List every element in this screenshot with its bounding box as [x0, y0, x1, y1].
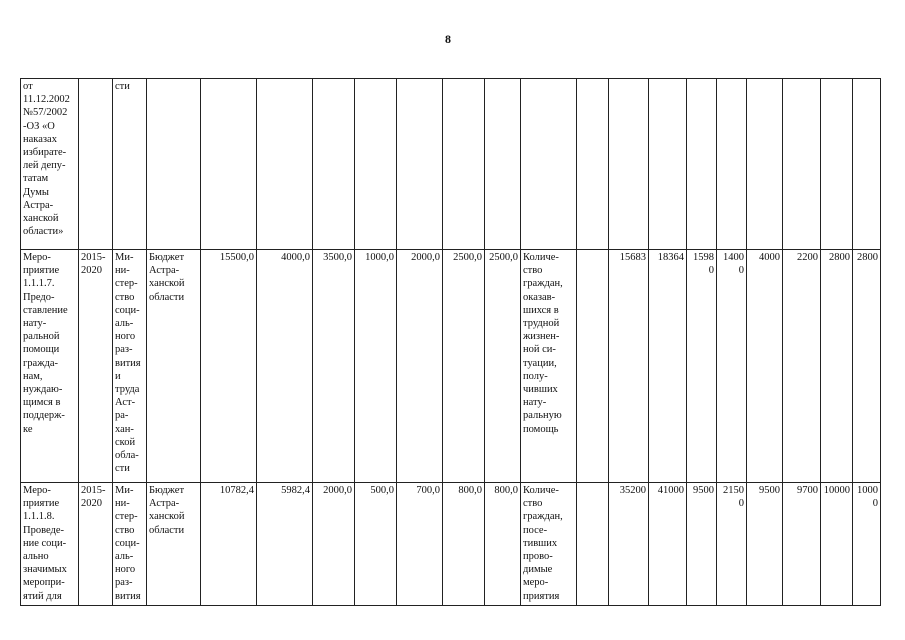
indicator-2016-cell-text: 15980	[693, 252, 714, 277]
funding-2015-cell	[257, 483, 313, 606]
measure-name-cell-text: Меро- приятие 1.1.1.7. Предо- ставление нату- ральной помощи гражда- нам, нуждаю- щимся в поддерж- ке	[23, 252, 68, 435]
funding-total-cell-text: 10782,4	[219, 485, 254, 496]
funding-2015-cell	[257, 79, 313, 250]
funding-source-cell	[147, 79, 201, 250]
measure-name-cell	[21, 250, 79, 483]
indicator-cell	[521, 483, 577, 606]
indicator-2018-cell	[747, 250, 783, 483]
indicator-2017-cell-text: 14000	[723, 252, 744, 277]
indicator-2017-cell-text: 21500	[723, 485, 744, 510]
indicator-base-cell-text: 35200	[619, 485, 646, 496]
indicator-2016-cell	[687, 79, 717, 250]
period-cell-text: 2015- 2020	[81, 252, 106, 277]
funding-source-cell-text: Бюджет Астра- ханской области	[149, 252, 185, 303]
page-number: 8	[445, 32, 451, 46]
executor-cell-text: Ми- ни- стер- ство соци- аль- ного раз- вития и труда Аст- ра- хан- ской обла- сти	[115, 252, 141, 475]
indicator-2020a-cell	[821, 250, 853, 483]
funding-2016-cell	[313, 79, 355, 250]
indicator-2016-cell	[687, 483, 717, 606]
funding-2015-cell-text: 4000,0	[281, 252, 310, 263]
unit-cell	[577, 250, 609, 483]
measure-name-cell-text: Меро- приятие 1.1.1.8. Проведе- ние соци- ально значимых меропри- ятий для	[23, 485, 67, 602]
funding-2020-cell	[485, 79, 521, 250]
indicator-2017-cell	[717, 250, 747, 483]
table-row	[21, 79, 881, 250]
indicator-2020a-cell	[821, 79, 853, 250]
indicator-2016-cell	[687, 250, 717, 483]
funding-2020-cell-text: 2500,0	[489, 252, 518, 263]
indicator-2018-cell	[747, 79, 783, 250]
unit-cell	[577, 79, 609, 250]
executor-cell	[113, 79, 147, 250]
indicator-2020a-cell-text: 2800	[829, 252, 850, 263]
indicator-2020a-cell-text: 10000	[823, 485, 850, 496]
executor-cell-text: сти	[115, 81, 130, 92]
table-row	[21, 250, 881, 483]
funding-2017-cell-text: 1000,0	[365, 252, 394, 263]
funding-total-cell	[201, 483, 257, 606]
indicator-2016-cell-text: 9500	[693, 485, 714, 496]
indicator-2015-cell-text: 41000	[657, 485, 684, 496]
table-row	[21, 483, 881, 606]
funding-total-cell	[201, 79, 257, 250]
funding-2018-cell-text: 700,0	[416, 485, 440, 496]
measure-name-cell	[21, 79, 79, 250]
funding-2019-cell-text: 2500,0	[453, 252, 482, 263]
funding-2015-cell-text: 5982,4	[281, 485, 310, 496]
indicator-2019-cell	[783, 483, 821, 606]
funding-2019-cell	[443, 79, 485, 250]
funding-2020-cell	[485, 250, 521, 483]
indicator-2020b-cell	[853, 483, 881, 606]
indicator-cell-text: Количе- ство граждан, оказав- шихся в трудной жизнен- ной си- туации, полу- чивших нату- ральную помощь	[523, 252, 563, 435]
unit-cell	[577, 483, 609, 606]
indicator-cell	[521, 250, 577, 483]
funding-2019-cell	[443, 483, 485, 606]
program-table	[20, 78, 881, 606]
indicator-2015-cell	[649, 483, 687, 606]
executor-cell-text: Ми- ни- стер- ство соци- аль- ного раз- вития	[115, 485, 141, 602]
indicator-2015-cell-text: 18364	[657, 252, 684, 263]
indicator-2015-cell	[649, 250, 687, 483]
indicator-2019-cell	[783, 79, 821, 250]
funding-2016-cell-text: 2000,0	[323, 485, 352, 496]
indicator-2020a-cell	[821, 483, 853, 606]
funding-source-cell-text: Бюджет Астра- ханской области	[149, 485, 185, 536]
indicator-base-cell-text: 15683	[619, 252, 646, 263]
executor-cell	[113, 250, 147, 483]
indicator-2015-cell	[649, 79, 687, 250]
period-cell	[79, 79, 113, 250]
indicator-2018-cell	[747, 483, 783, 606]
funding-2018-cell	[397, 483, 443, 606]
funding-2020-cell	[485, 483, 521, 606]
period-cell-text: 2015- 2020	[81, 485, 106, 510]
funding-2020-cell-text: 800,0	[494, 485, 518, 496]
period-cell	[79, 483, 113, 606]
funding-2018-cell	[397, 79, 443, 250]
funding-2015-cell	[257, 250, 313, 483]
indicator-cell-text: Количе- ство граждан, посе- тивших прово- димые меро- приятия	[523, 485, 563, 602]
funding-2019-cell-text: 800,0	[458, 485, 482, 496]
indicator-cell	[521, 79, 577, 250]
indicator-2020b-cell	[853, 79, 881, 250]
measure-name-cell	[21, 483, 79, 606]
indicator-2018-cell-text: 4000	[759, 252, 780, 263]
indicator-2017-cell	[717, 483, 747, 606]
funding-2016-cell-text: 3500,0	[323, 252, 352, 263]
measure-name-cell-text: от 11.12.2002 №57/2002 -ОЗ «О наказах избирате- лей депу- татам Думы Астра- ханской области»	[23, 81, 70, 238]
indicator-2019-cell-text: 2200	[797, 252, 818, 263]
funding-total-cell-text: 15500,0	[219, 252, 254, 263]
funding-total-cell	[201, 250, 257, 483]
indicator-2017-cell	[717, 79, 747, 250]
indicator-base-cell	[609, 79, 649, 250]
funding-2018-cell	[397, 250, 443, 483]
funding-source-cell	[147, 250, 201, 483]
funding-2017-cell	[355, 79, 397, 250]
funding-2019-cell	[443, 250, 485, 483]
executor-cell	[113, 483, 147, 606]
funding-2017-cell	[355, 250, 397, 483]
funding-source-cell	[147, 483, 201, 606]
period-cell	[79, 250, 113, 483]
funding-2017-cell-text: 500,0	[370, 485, 394, 496]
indicator-2019-cell	[783, 250, 821, 483]
indicator-base-cell	[609, 483, 649, 606]
indicator-2020b-cell	[853, 250, 881, 483]
funding-2018-cell-text: 2000,0	[411, 252, 440, 263]
funding-2017-cell	[355, 483, 397, 606]
indicator-2019-cell-text: 9700	[797, 485, 818, 496]
indicator-2020b-cell-text: 10000	[857, 485, 878, 510]
indicator-2018-cell-text: 9500	[759, 485, 780, 496]
indicator-2020b-cell-text: 2800	[857, 252, 878, 263]
funding-2016-cell	[313, 250, 355, 483]
indicator-base-cell	[609, 250, 649, 483]
funding-2016-cell	[313, 483, 355, 606]
